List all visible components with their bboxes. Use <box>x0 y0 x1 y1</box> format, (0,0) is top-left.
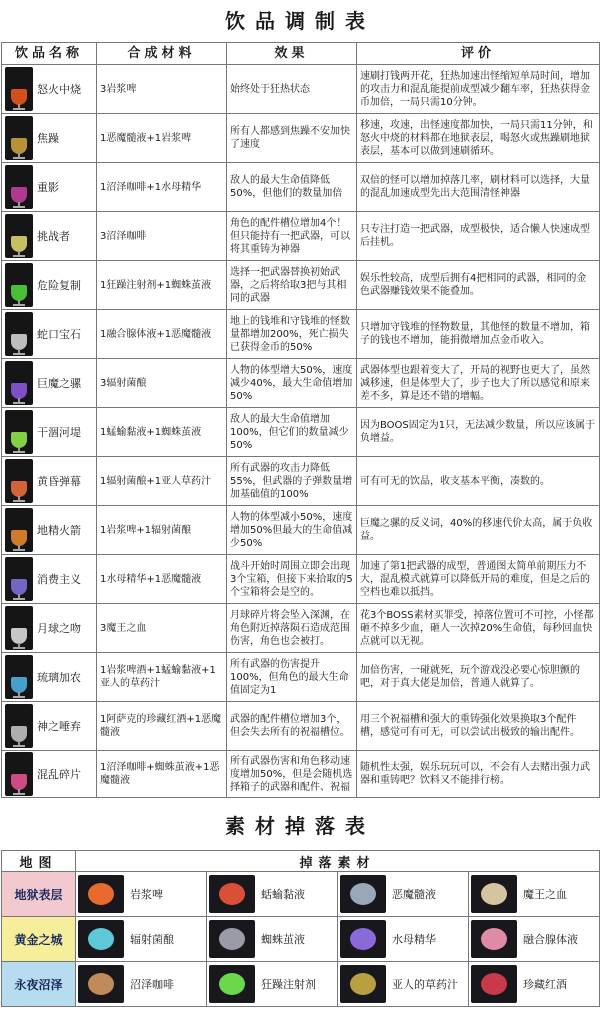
drink-materials: 3岩浆啤 <box>97 65 227 114</box>
drink-materials: 1沼泽咖啡+蜘蛛茧液+1恶魔髓液 <box>97 751 227 798</box>
drink-table-title: 饮品调制表 <box>225 9 375 33</box>
material-icon <box>209 965 255 1003</box>
drink-row <box>2 114 600 163</box>
drink-effect: 角色的配件槽位增加4个！但只能持有一把武器，可以将其重铸为神器 <box>227 212 357 261</box>
drink-name: 黄昏弹幕 <box>37 474 81 488</box>
drink-effect: 武器的配件槽位增加3个，但会失去所有的祝福槽位。 <box>227 702 357 751</box>
drink-materials: 1阿萨克的珍藏红酒+1恶魔髓液 <box>97 702 227 751</box>
drink-effect: 所有武器的伤害提升100%，但角色的最大生命值固定为1 <box>227 653 357 702</box>
drink-glass-icon <box>5 263 33 307</box>
drink-glass-icon <box>5 704 33 748</box>
drink-name-cell <box>2 261 97 310</box>
drink-name-cell <box>2 702 97 751</box>
drink-row <box>2 751 600 798</box>
material-name: 狂躁注射剂 <box>261 978 316 991</box>
drop-item <box>207 872 338 917</box>
drink-review: 花3个BOSS素材买罪受，掉落位置可不可控，小怪都砸不掉多少血，砸人一次掉20%生命值，每秒回血快点就可以无视。 <box>357 604 600 653</box>
drink-table-header <box>2 43 600 65</box>
region-name: 地狱表层 <box>2 872 76 917</box>
drink-effect: 敌人的最大生命值降低50%，但他们的数量加倍 <box>227 163 357 212</box>
drink-materials: 1沼泽咖啡+1水母精华 <box>97 163 227 212</box>
drink-name: 怒火中烧 <box>37 82 81 96</box>
drink-name-cell <box>2 457 97 506</box>
drink-materials: 1融合腺体液+1恶魔髓液 <box>97 310 227 359</box>
drink-name-cell <box>2 65 97 114</box>
drink-name-cell <box>2 506 97 555</box>
material-name: 亚人的草药汁 <box>392 978 458 991</box>
drink-name-cell <box>2 653 97 702</box>
material-icon <box>78 875 124 913</box>
drink-name: 挑战者 <box>37 229 70 243</box>
region-name: 黄金之城 <box>2 917 76 962</box>
drink-glass-icon <box>5 557 33 601</box>
material-icon <box>78 965 124 1003</box>
drink-name: 混乱碎片 <box>37 767 81 781</box>
drink-effect: 地上的钱堆和守钱堆的怪数量都增加200%，死亡损失已获得金币的50% <box>227 310 357 359</box>
material-name: 魔王之血 <box>523 888 567 901</box>
drink-row <box>2 506 600 555</box>
drink-glass-icon <box>5 312 33 356</box>
material-icon <box>471 965 517 1003</box>
header-map: 地图 <box>2 851 76 872</box>
drink-effect: 人物的体型减小50%，速度增加50%但最大的生命值减少50% <box>227 506 357 555</box>
drink-review: 可有可无的饮品，收支基本平衡，凑数的。 <box>357 457 600 506</box>
drink-glass-icon <box>5 67 33 111</box>
drink-effect: 敌人的最大生命值增加100%，但它们的数量减少50% <box>227 408 357 457</box>
drink-effect: 人物的体型增大50%，速度减少40%，最大生命值增加50% <box>227 359 357 408</box>
drink-row <box>2 163 600 212</box>
drink-glass-icon <box>5 116 33 160</box>
material-name: 岩浆啤 <box>130 888 163 901</box>
drink-row <box>2 604 600 653</box>
drink-review: 巨魔之骡的反义词，40%的移速代价太高，属于负收益。 <box>357 506 600 555</box>
drink-effect: 所有武器伤害和角色移动速度增加50%，但是会随机选择箱子的武器和配件、祝福 <box>227 751 357 798</box>
header-drink-name: 饮品名称 <box>2 43 97 65</box>
drink-review: 用三个祝福槽和强大的重铸强化效果换取3个配件槽，感觉可有可无，可以尝试出极致的输出配件。 <box>357 702 600 751</box>
drop-item <box>76 962 207 1007</box>
drink-row <box>2 359 600 408</box>
drink-materials: 3沼泽咖啡 <box>97 212 227 261</box>
material-icon <box>209 920 255 958</box>
material-name: 辐射菌酿 <box>130 933 174 946</box>
drink-row <box>2 555 600 604</box>
material-icon <box>209 875 255 913</box>
material-name: 珍藏红酒 <box>523 978 567 991</box>
drink-review: 因为BOOS固定为1只，无法减少数量，所以应该属于负增益。 <box>357 408 600 457</box>
drink-glass-icon <box>5 752 33 796</box>
drop-item <box>338 872 469 917</box>
drink-name-cell <box>2 751 97 798</box>
drink-review: 只专注打造一把武器，成型极快，适合懒人快速成型后挂机。 <box>357 212 600 261</box>
material-icon <box>340 920 386 958</box>
drink-name-cell <box>2 212 97 261</box>
drink-row <box>2 261 600 310</box>
drink-review: 加倍伤害，一碰就死，玩个游戏没必要心惊胆颤的吧，对于真大佬是加倍，普通人就算了。 <box>357 653 600 702</box>
header-effect: 效果 <box>227 43 357 65</box>
header-review: 评价 <box>357 43 600 65</box>
drink-effect: 始终处于狂热状态 <box>227 65 357 114</box>
drink-materials: 1恶魔髓液+1岩浆啤 <box>97 114 227 163</box>
drink-review: 移速，攻速，出怪速度都加快，一局只需11分钟，和怒火中烧的材料都在地狱表层，喝怒火或焦躁刷地狱表层，基本可以做到速刷循环。 <box>357 114 600 163</box>
drink-name-cell <box>2 114 97 163</box>
drink-name: 消费主义 <box>37 572 81 586</box>
drink-row <box>2 653 600 702</box>
drink-effect: 选择一把武器替换初始武器，之后将给取3把与其相同的武器 <box>227 261 357 310</box>
drink-name-cell <box>2 163 97 212</box>
drink-table <box>1 42 600 798</box>
drink-materials: 1岩浆啤酒+1蜢蝓黏液+1亚人的草药汁 <box>97 653 227 702</box>
material-icon <box>78 920 124 958</box>
drop-row <box>2 872 600 917</box>
drink-name-cell <box>2 359 97 408</box>
material-name: 蛞蝓黏液 <box>261 888 305 901</box>
drink-materials: 1辐射菌酿+1亚人草药汁 <box>97 457 227 506</box>
drop-item <box>76 917 207 962</box>
drink-name-cell <box>2 604 97 653</box>
drink-glass-icon <box>5 606 33 650</box>
material-icon <box>471 920 517 958</box>
drink-glass-icon <box>5 361 33 405</box>
drink-materials: 1狂躁注射剂+1蜘蛛茧液 <box>97 261 227 310</box>
drink-review: 速刷打钱两开花，狂热加速出怪缩短单局时间，增加的攻击力和混乱能提前成型减少翻车率，狂热获得金币加倍，一局只需10分钟。 <box>357 65 600 114</box>
material-name: 蜘蛛茧液 <box>261 933 305 946</box>
header-drop-materials: 掉落素材 <box>76 851 600 872</box>
drink-materials: 1水母精华+1恶魔髓液 <box>97 555 227 604</box>
drink-glass-icon <box>5 459 33 503</box>
drink-name: 神之唾弃 <box>37 719 81 733</box>
drink-row <box>2 65 600 114</box>
header-materials: 合成材料 <box>97 43 227 65</box>
region-name: 永夜沼泽 <box>2 962 76 1007</box>
drop-item <box>207 917 338 962</box>
material-name: 水母精华 <box>392 933 436 946</box>
material-icon <box>340 875 386 913</box>
drink-review: 随机性太强，娱乐玩玩可以，不会有人去赌出强力武器和重铸吧？饮料又不能排行榜。 <box>357 751 600 798</box>
drop-table-title: 素材掉落表 <box>225 814 375 838</box>
drop-item <box>338 917 469 962</box>
drink-name: 蛇口宝石 <box>37 327 81 341</box>
drink-effect: 所有武器的攻击力降低55%，但武器的子弹数量增加基础值的100% <box>227 457 357 506</box>
drink-row <box>2 702 600 751</box>
drink-materials: 3辐射菌酿 <box>97 359 227 408</box>
drop-row <box>2 962 600 1007</box>
drink-materials: 1蜢蝓黏液+1蜘蛛茧液 <box>97 408 227 457</box>
drink-row <box>2 457 600 506</box>
drop-item <box>469 872 600 917</box>
drink-name: 焦躁 <box>37 131 59 145</box>
drink-name: 重影 <box>37 180 59 194</box>
drink-effect: 战斗开始时周围立即会出现3个宝箱，但接下来拾取的5个宝箱将会是空的。 <box>227 555 357 604</box>
drop-row <box>2 917 600 962</box>
material-name: 沼泽咖啡 <box>130 978 174 991</box>
drink-materials: 1岩浆啤+1辐射菌酿 <box>97 506 227 555</box>
material-name: 恶魔髓液 <box>392 888 436 901</box>
drink-row <box>2 310 600 359</box>
drink-name: 干涸河堤 <box>37 425 81 439</box>
drink-glass-icon <box>5 214 33 258</box>
material-icon <box>471 875 517 913</box>
drink-review: 加速了第1把武器的成型，普通图太简单前期压力不大，混乱模式就算可以降低开局的难度，但是之后的空档也难以抵挡。 <box>357 555 600 604</box>
material-icon <box>340 965 386 1003</box>
drop-item <box>469 917 600 962</box>
drink-review: 双倍的怪可以增加掉落几率，刷材料可以选择，大量的混乱加速成型先出大范围清怪神器 <box>357 163 600 212</box>
drink-effect: 月球碎片将会坠入深渊，在角色附近掉落陨石造成范围伤害，角色也会被打。 <box>227 604 357 653</box>
drink-materials: 3魔王之血 <box>97 604 227 653</box>
drink-review: 只增加守钱堆的怪物数量，其他怪的数量不增加，箱子的钱也不增加，能捐微增加点金币收入。 <box>357 310 600 359</box>
drink-name: 琉璃加农 <box>37 670 81 684</box>
drink-row <box>2 408 600 457</box>
drink-name: 危险复制 <box>37 278 81 292</box>
drink-row <box>2 212 600 261</box>
material-name: 融合腺体液 <box>523 933 578 946</box>
drink-name-cell <box>2 310 97 359</box>
drink-glass-icon <box>5 165 33 209</box>
drop-item <box>76 872 207 917</box>
drink-review: 武器体型也跟着变大了，开局的视野也更大了，虽然减移速，但是体型大了，步子也大了所以感觉和原来差不多，算是还不错的增幅。 <box>357 359 600 408</box>
drink-name-cell <box>2 555 97 604</box>
drop-item <box>469 962 600 1007</box>
drop-item <box>338 962 469 1007</box>
drink-review: 娱乐性较高，成型后拥有4把相同的武器，相同的金色武器赚钱效果不能叠加。 <box>357 261 600 310</box>
drink-glass-icon <box>5 410 33 454</box>
drink-name: 地精火箭 <box>37 523 81 537</box>
drink-name-cell <box>2 408 97 457</box>
drink-effect: 所有人都感到焦躁不安加快了速度 <box>227 114 357 163</box>
drop-item <box>207 962 338 1007</box>
drink-glass-icon <box>5 655 33 699</box>
drink-name: 月球之吻 <box>37 621 81 635</box>
drop-table-header <box>2 851 600 872</box>
drink-name: 巨魔之骡 <box>37 376 81 390</box>
drop-table <box>1 850 600 1007</box>
drink-glass-icon <box>5 508 33 552</box>
